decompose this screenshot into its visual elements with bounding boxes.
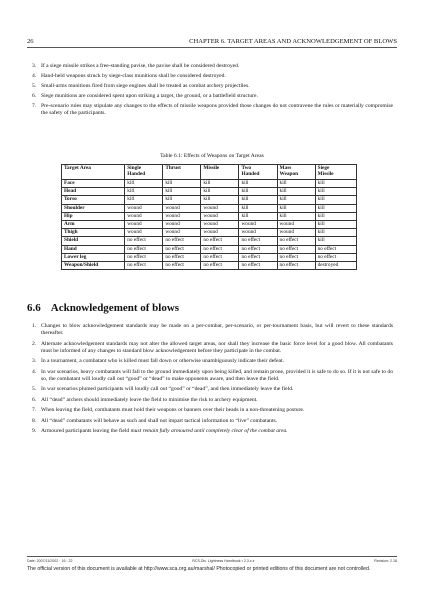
- acknowledgement-rules-list: [27, 323, 393, 439]
- table-row: [62, 261, 357, 269]
- table-cell: kill: [201, 180, 239, 188]
- siege-rules-list: [27, 63, 393, 120]
- table-cell: wound: [201, 204, 239, 212]
- table-cell: wound: [277, 220, 315, 228]
- table-row: [62, 204, 357, 212]
- list-item: 1. Changes to blow acknowledgement standards may be made on a per-combat, per-scenario, or per-tournament basis, but will revert to these standards thereafter.: [32, 323, 393, 337]
- table-cell: wound: [125, 229, 163, 237]
- table-row: [62, 237, 357, 245]
- table-row: [62, 212, 357, 220]
- table-body: [62, 180, 357, 270]
- table-row: [62, 180, 357, 188]
- table-cell: wound: [201, 229, 239, 237]
- table-cell: destroyed: [315, 261, 356, 269]
- table-cell: kill: [315, 229, 356, 237]
- column-header: Siege Missile: [315, 165, 356, 180]
- row-header: Hand: [62, 245, 125, 253]
- table-cell: wound: [201, 212, 239, 220]
- list-item: 7. When leaving the field, combatants must hold their weapons or banners over their heads in a non-threatening posture.: [32, 407, 305, 414]
- table-cell: kill: [163, 188, 201, 196]
- column-header: Two Handed: [239, 165, 277, 180]
- footer-note: The official version of this document is available at http://www.sca.org.au/marshal/ Photocopied or printed editions of this document are not controlled.: [27, 566, 371, 572]
- running-header: [27, 38, 397, 48]
- table-cell: no effect: [125, 261, 163, 269]
- table-cell: no effect: [201, 253, 239, 261]
- list-item: 8. All “dead” combatants will behave as such and shall not impart tactical information to “live” combatants.: [32, 417, 278, 424]
- table-cell: kill: [315, 204, 356, 212]
- table-cell: no effect: [315, 253, 356, 261]
- table-cell: no effect: [201, 237, 239, 245]
- list-item: 6. All “dead” archers should immediately leave the field to minimise the risk to archery equipment.: [32, 396, 258, 403]
- table-cell: kill: [277, 188, 315, 196]
- footer-doc-id: RCS.Div. Lightness Handbook • 2.3.x.x: [192, 559, 255, 563]
- footer-divider: [27, 556, 397, 557]
- list-item: 9. Armoured participants leaving the field must remain fully armoured until completely clear of the combat area.: [32, 428, 288, 435]
- table-cell: wound: [277, 229, 315, 237]
- list-item: 2. Alternate acknowledgement standards may not alter the allowed target areas, nor shall they increase the basic force level for a good blow. All combatants must be informed of any changes to standard blow acknowledgement before they participate in the combat.: [32, 340, 393, 354]
- section-heading: [27, 302, 179, 314]
- table-cell: no effect: [277, 237, 315, 245]
- weapon-effects-table: [61, 164, 357, 270]
- table-cell: kill: [239, 188, 277, 196]
- table-cell: kill: [201, 196, 239, 204]
- table-cell: kill: [125, 188, 163, 196]
- table-row: [62, 229, 357, 237]
- row-header: Shield: [62, 237, 125, 245]
- list-item: 5. Small-arms munitions fired from siege engines shall be treated as combat archery projectiles.: [32, 82, 250, 89]
- table-cell: no effect: [277, 253, 315, 261]
- table-row: [62, 245, 357, 253]
- table-cell: kill: [201, 188, 239, 196]
- table-cell: kill: [163, 180, 201, 188]
- table-cell: kill: [239, 212, 277, 220]
- table-cell: no effect: [239, 261, 277, 269]
- table-cell: wound: [163, 220, 201, 228]
- table-cell: no effect: [125, 253, 163, 261]
- table-cell: wound: [201, 220, 239, 228]
- table-cell: no effect: [163, 237, 201, 245]
- table-cell: no effect: [315, 245, 356, 253]
- list-item: 4. Hand-held weapons struck by siege-class munitions shall be considered destroyed.: [32, 72, 226, 79]
- row-header: Hip: [62, 212, 125, 220]
- table-cell: no effect: [163, 245, 201, 253]
- table-cell: no effect: [163, 261, 201, 269]
- table-cell: wound: [125, 220, 163, 228]
- table-cell: wound: [125, 204, 163, 212]
- column-header: Single Handed: [125, 165, 163, 180]
- column-header: Mass Weapon: [277, 165, 315, 180]
- table-cell: kill: [315, 196, 356, 204]
- table-row: [62, 188, 357, 196]
- page-number: 26: [27, 38, 34, 45]
- table-caption: Table 6.1: Effects of Weapons on Target Areas: [160, 153, 264, 159]
- list-item: 4. In war scenarios, heavy combatants will fall to the ground immediately upon being killed, and remain prone, provided it is safe to do so. If it is not safe to do so, the combatant will loudly call out “good” or “dead” to make opponents aware, and then leave the field.: [32, 368, 393, 382]
- table-cell: wound: [239, 220, 277, 228]
- table-cell: kill: [277, 180, 315, 188]
- table-row: [62, 253, 357, 261]
- list-item: 7. Pre-scenario rules may stipulate any changes to the effects of missile weapons provided those changes do not contravene the rules or materially compromise the safety of the participants.: [32, 102, 393, 117]
- row-header: Lower leg: [62, 253, 125, 261]
- row-header: Arm: [62, 220, 125, 228]
- section-title: Acknowledgement of blows: [50, 302, 180, 314]
- column-header: Thrust: [163, 165, 201, 180]
- table-row: [62, 196, 357, 204]
- table-cell: no effect: [201, 261, 239, 269]
- row-header: Torso: [62, 196, 125, 204]
- table-cell: no effect: [239, 253, 277, 261]
- row-header: Weapon/Shield: [62, 261, 125, 269]
- row-header: Head: [62, 188, 125, 196]
- table-cell: wound: [125, 212, 163, 220]
- table-cell: kill: [239, 204, 277, 212]
- table-cell: wound: [163, 229, 201, 237]
- table-cell: no effect: [277, 245, 315, 253]
- column-header: Missile: [201, 165, 239, 180]
- table-cell: kill: [125, 180, 163, 188]
- table-row: [62, 220, 357, 228]
- table-cell: no effect: [125, 237, 163, 245]
- list-item: 3. If a siege missile strikes a free-standing pavise, the pavise shall be considered destroyed.: [32, 63, 240, 69]
- table-cell: no effect: [277, 261, 315, 269]
- chapter-title: CHAPTER 6. TARGET AREAS AND ACKNOWLEDGEMENT OF BLOWS: [189, 38, 397, 45]
- row-header: Face: [62, 180, 125, 188]
- table-cell: kill: [315, 188, 356, 196]
- list-item: 3. In a tournament, a combatant who is killed must fall down or otherwise unambiguously indicate their defeat.: [32, 358, 284, 365]
- column-header: Target Area: [62, 165, 125, 180]
- list-item: 6. Siege munitions are considered spent upon striking a target, the ground, or a battlefield structure.: [32, 92, 258, 99]
- table-cell: no effect: [163, 253, 201, 261]
- section-number: 6.6: [27, 302, 41, 314]
- table-cell: kill: [315, 237, 356, 245]
- table-cell: kill: [125, 196, 163, 204]
- table-cell: kill: [315, 212, 356, 220]
- table-cell: kill: [239, 196, 277, 204]
- table-cell: kill: [239, 180, 277, 188]
- table-cell: kill: [315, 220, 356, 228]
- footer-revision: Revision: 2.18: [374, 559, 397, 563]
- list-item: 5. In war scenarios plumed participants will loudly call out “good” or “dead”, and then immediately leave the field.: [32, 386, 294, 393]
- table-header-row: [62, 165, 357, 180]
- row-header: Thigh: [62, 229, 125, 237]
- table-cell: no effect: [239, 237, 277, 245]
- table-cell: wound: [163, 204, 201, 212]
- table-cell: kill: [277, 212, 315, 220]
- table-cell: kill: [277, 204, 315, 212]
- table-cell: kill: [315, 180, 356, 188]
- table-cell: wound: [163, 212, 201, 220]
- table-cell: no effect: [239, 245, 277, 253]
- table-cell: no effect: [201, 245, 239, 253]
- table-cell: wound: [239, 229, 277, 237]
- table-cell: kill: [163, 196, 201, 204]
- footer-date: Date: 2007/11/2002 · 16 : 22: [27, 559, 73, 563]
- table-cell: no effect: [125, 245, 163, 253]
- footer-meta: [27, 559, 397, 563]
- table-cell: kill: [277, 196, 315, 204]
- row-header: Shoulder: [62, 204, 125, 212]
